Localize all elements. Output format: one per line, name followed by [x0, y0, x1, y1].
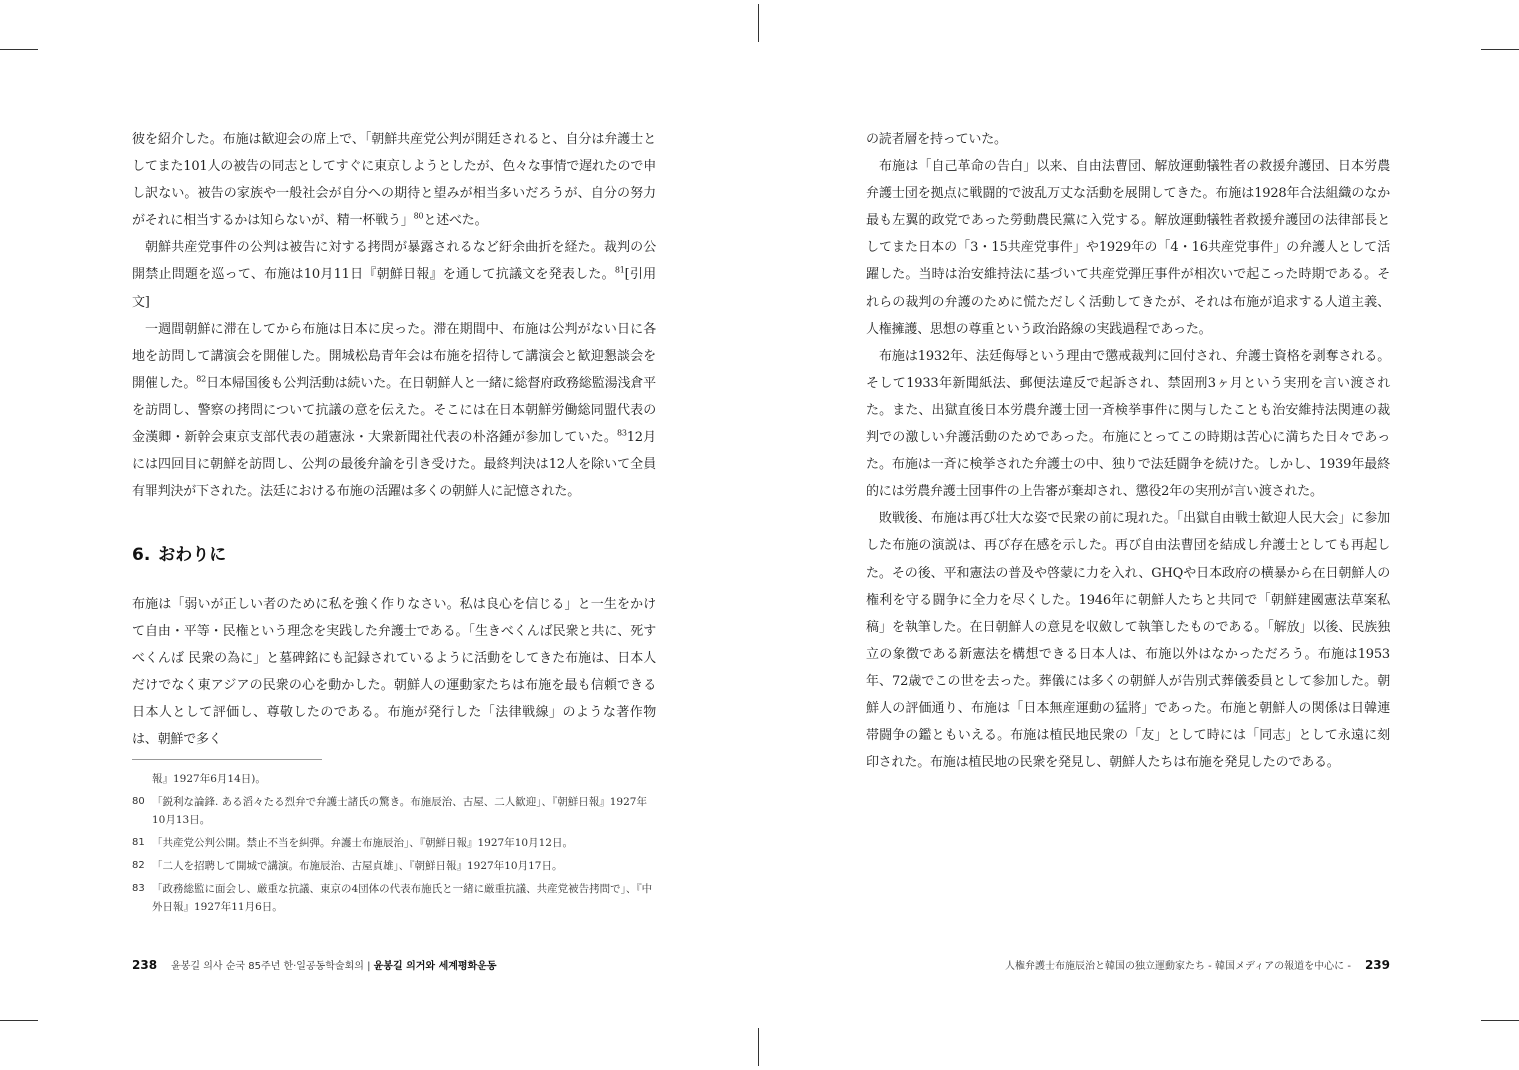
footnote-text: 「二人を招聘して開城で講演。布施辰治、古屋貞雄」、『朝鮮日報』1927年10月17日。 — [152, 860, 563, 872]
footnote-text: 「政務総監に面会し、厳重な抗議、東京の4団体の代表布施氏と一緒に厳重抗議、共産党被告拷問で」、『中外日報』1927年11月6日。 — [152, 883, 653, 913]
left-footer — [132, 957, 497, 972]
paragraph — [132, 234, 656, 315]
footnote — [132, 857, 656, 875]
paragraph: 布施は1932年、法廷侮辱という理由で懲戒裁判に回付され、弁護士資格を剥奪される。そして1933年新聞紙法、郵便法違反で起訴され、禁固刑3ヶ月という実刑を言い渡された。また、出獄直後日本労農弁護士団一斉検挙事件に関与したことも治安維持法関連の裁判での激しい弁護活動のためであった。布施にとってこの時期は苦心に満ちた日々であった。布施は一斉に検挙された弁護士の中、独りで法廷闘争を続けた。しかし、1939年最終的には労農弁護士団事件の上告審が棄却され、懲役2年の実刑が言い渡された。 — [866, 348, 1390, 500]
footnote-ref: 80 — [413, 211, 424, 221]
paragraph-text: 彼を紹介した。布施は歓迎会の席上で、「朝鮮共産党公判が開廷されると、自分は弁護士としてまた101人の被告の同志としてすぐに東京しようとしたが、色々な事情で遅れたので申し訳ない。被告の家族や一般社会が自分への期待と望みが相当多いだろうが、自分の努力がそれに相当するかは知らないが、精一杯戦う」 — [132, 132, 656, 229]
paragraph-text: 12月には四回目に朝鮮を訪問し、公判の最後弁論を引き受けた。最終判決は12人を除いて全員有罪判決が下された。法廷における布施の活躍は多くの朝鮮人に記憶された。 — [132, 430, 656, 500]
footnote — [132, 793, 656, 829]
crop-mark — [758, 1028, 759, 1066]
footnote-divider — [132, 759, 322, 760]
footnotes — [132, 770, 656, 921]
running-footer: 윤봉길 의사 순국 85주년 한·일공동학술회의 | — [171, 961, 374, 972]
footnote-text: 報』1927年6月14日)。 — [152, 773, 266, 785]
footnote-ref: 81 — [614, 266, 625, 276]
crop-mark — [1481, 1020, 1519, 1021]
footnote — [132, 834, 656, 852]
footnote-ref: 83 — [616, 428, 627, 438]
paragraph: の読者層を持っていた。 — [866, 132, 1007, 147]
crop-mark — [0, 49, 38, 50]
footnote-text: 「鋭利な論鋒. ある滔々たる烈弁で弁護士諸氏の驚き。布施辰治、古屋、二人歓迎」、『朝鮮日報』1927年10月13日。 — [152, 796, 647, 826]
paragraph-text: 朝鮮共産党事件の公判は被告に対する拷問が暴露されるなど紆余曲折を経た。裁判の公開禁止問題を巡って、布施は10月11日『朝鮮日報』を通して抗議文を発表した。 — [132, 240, 656, 283]
footnote-number: 83 — [132, 883, 145, 894]
left-page-body — [132, 126, 656, 505]
footnote-number: 81 — [132, 837, 145, 848]
crop-mark — [0, 1020, 38, 1021]
footnote-ref: 82 — [196, 374, 207, 384]
right-page-body — [866, 126, 1390, 776]
paragraph-text: 一週間朝鮮に滞在してから布施は日本に戻った。滞在期間中、布施は公判がない日に各地を訪問して講演会を開催した。開城松島青年会は布施を招待して講演会と歓迎懇談会を開催した。 — [132, 321, 656, 391]
paragraph-text: [引用文] — [132, 267, 656, 310]
section-number: 6. — [132, 545, 151, 565]
running-footer-bold: 윤봉길 의거와 세계평화운동 — [373, 961, 497, 972]
running-footer: 人権弁護士布施辰治と韓国の独立運動家たち - 韓国メディアの報道を中心に - — [1004, 961, 1351, 972]
paragraph-text: と述べた。 — [423, 213, 488, 229]
section-heading — [132, 540, 226, 565]
section-title: おわりに — [158, 545, 227, 565]
paragraph — [132, 316, 656, 506]
footnote-number: 80 — [132, 796, 145, 807]
crop-mark — [758, 4, 759, 42]
paragraph: 布施は「自己革命の告白」以来、自由法曹団、解放運動犠牲者の救援弁護団、日本労農弁護士団を拠点に戦闘的で波乱万丈な活動を展開してきた。布施は1928年合法組織のなか最も左翼的政党であった勞動農民黨に入党する。解放運動犠牲者救援弁護団の法律部長としてまた日本の「3・15共産党事件」や1929年の「4・16共産党事件」の弁護人として活躍した。当時は治安維持法に基づいて共産党弾圧事件が相次いで起こった時期である。それらの裁判の弁護のために慌ただしく活動してきたが、それは布施が追求する人道主義、人権擁護、思想の尊重という政治路線の実践過程であった。 — [866, 159, 1390, 337]
paragraph — [132, 126, 656, 234]
conclusion-body — [132, 591, 656, 754]
footnote-text: 「共産党公判公開。禁止不当を糾弾。弁護士布施辰治」、『朝鮮日報』1927年10月12日。 — [152, 837, 573, 849]
right-footer — [1005, 957, 1390, 972]
footnote — [132, 770, 656, 788]
paragraph-text: 日本帰国後も公判活動は続いた。在日朝鮮人と一緒に総督府政務総監湯浅倉平を訪問し、警察の拷問について抗議の意を伝えた。そこには在日本朝鮮労働総同盟代表の金漢卿・新幹会東京支部代表の趙憲泳・大衆新聞社代表の朴洛鍾が参加していた。 — [132, 375, 656, 446]
page-number: 239 — [1364, 958, 1390, 972]
crop-mark — [1481, 49, 1519, 50]
page-number: 238 — [132, 958, 158, 972]
paragraph: 敗戦後、布施は再び壮大な姿で民衆の前に現れた。「出獄自由戦士歓迎人民大会」に参加した布施の演説は、再び存在感を示した。再び自由法曹団を結成し弁護士としても再起した。その後、平和憲法の普及や啓蒙に力を入れ、GHQや日本政府の横暴から在日朝鮮人の権利を守る闘争に全力を尽くした。1946年に朝鮮人たちと共同で「朝鮮建國憲法草案私稿」を執筆した。在日朝鮮人の意見を収斂して執筆したものである。「解放」以後、民族独立の象徴である新憲法を構想できる日本人は、布施以外はなかっただろう。布施は1953年、72歳でこの世を去った。葬儀には多くの朝鮮人が告別式葬儀委員として参加した。朝鮮人の評価通り、布施は「日本無産運動の猛將」であった。布施と朝鮮人の関係は日韓連帯闘争の鑑ともいえる。布施は植民地民衆の「友」として時には「同志」として永遠に刻印された。布施は植民地の民衆を発見し、朝鮮人たちは布施を発見したのである。 — [866, 511, 1390, 771]
paragraph: 布施は「弱いが正しい者のために私を強く作りなさい。私は良心を信じる」と一生をかけて自由・平等・民権という理念を実践した弁護士である。「生きべくんば民衆と共に、死すべくんば 民衆の為に」と墓碑銘にも記録されているように活動をしてきた布施は、日本人だけでなく東アジアの民衆の心を動かした。朝鮮人の運動家たちは布施を最も信頼できる日本人として評価し、尊敬したのである。布施が発行した「法律戦線」のような著作物は、朝鮮で多く — [132, 597, 656, 748]
footnote-number: 82 — [132, 860, 145, 871]
footnote — [132, 880, 656, 916]
